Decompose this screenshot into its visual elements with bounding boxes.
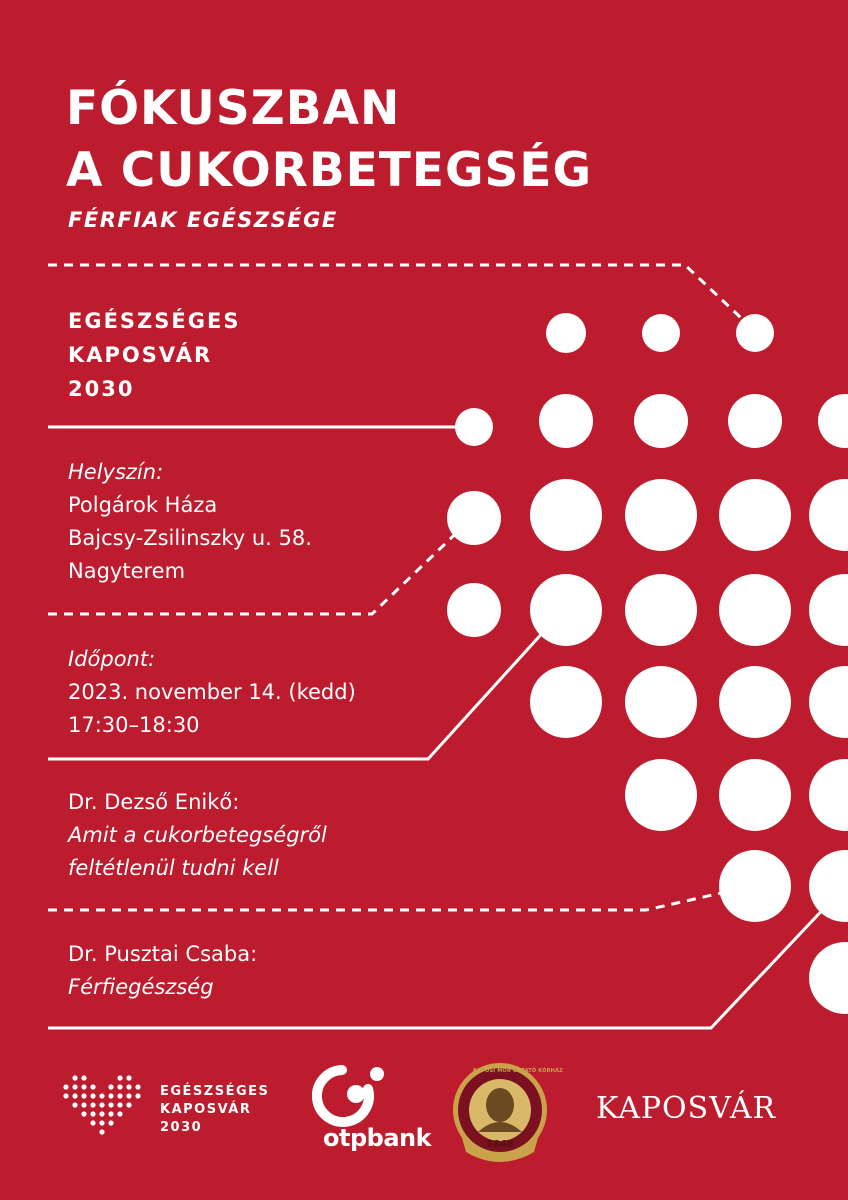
heart-logo-dot xyxy=(108,1093,113,1098)
decorative-dot xyxy=(809,666,848,738)
program-line-2: KAPOSVÁR xyxy=(68,343,213,367)
dashed-connector-5 xyxy=(48,886,752,910)
decorative-dot xyxy=(809,759,848,831)
heart-logo-dot xyxy=(99,1129,104,1134)
heart-logo-dot xyxy=(72,1093,77,1098)
decorative-dot xyxy=(642,314,680,352)
heart-logo-dot xyxy=(108,1120,113,1125)
heart-logo-dot xyxy=(117,1093,122,1098)
heart-logo-dot xyxy=(72,1102,77,1107)
time-hours: 17:30–18:30 xyxy=(68,713,200,737)
heart-logo-dot xyxy=(117,1102,122,1107)
heart-logo-dot xyxy=(72,1075,77,1080)
heart-logo-dot xyxy=(126,1084,131,1089)
heart-logo-dot xyxy=(81,1084,86,1089)
talk-2-speaker: Dr. Pusztai Csaba: xyxy=(68,942,258,966)
decorative-dot xyxy=(809,942,848,1014)
heart-logo-dot xyxy=(126,1093,131,1098)
heart-logo-icon xyxy=(63,1075,140,1134)
heart-logo-dot xyxy=(135,1084,140,1089)
talk-1-speaker: Dr. Dezső Enikő: xyxy=(68,790,240,814)
heart-logo-dot xyxy=(99,1102,104,1107)
decorative-dot xyxy=(625,479,697,551)
decorative-dot xyxy=(634,394,688,448)
heart-logo-dot xyxy=(135,1093,140,1098)
talk-1-block xyxy=(68,786,327,885)
title-line-1: FÓKUSZBAN xyxy=(66,81,401,136)
decorative-dot xyxy=(809,574,848,646)
heart-logo-dot xyxy=(81,1111,86,1116)
location-venue: Polgárok Háza xyxy=(68,493,218,517)
heart-logo-dot xyxy=(63,1084,68,1089)
decorative-dot xyxy=(530,574,602,646)
decorative-dot xyxy=(530,666,602,738)
location-label: Helyszín: xyxy=(68,460,164,484)
hospital-seal-year: 1846 xyxy=(486,1139,514,1150)
time-label: Időpont: xyxy=(68,647,156,671)
talk-1-title-line-2: feltétlenül tudni kell xyxy=(68,856,279,880)
location-room: Nagyterem xyxy=(68,559,186,583)
heart-logo-dot xyxy=(72,1084,77,1089)
heart-logo-dot xyxy=(99,1093,104,1098)
heart-logo-dot xyxy=(90,1084,95,1089)
decorative-dot xyxy=(719,479,791,551)
heart-logo-dot xyxy=(90,1102,95,1107)
time-block xyxy=(68,643,356,742)
decorative-dot xyxy=(447,491,501,545)
heart-logo-dot xyxy=(126,1075,131,1080)
decorative-dot xyxy=(736,314,774,352)
poster-subtitle: FÉRFIAK EGÉSZSÉGE xyxy=(68,208,338,232)
decorative-dot xyxy=(546,313,586,353)
eg-logo-line-3: 2030 xyxy=(160,1120,203,1135)
decorative-dot xyxy=(719,759,791,831)
program-name xyxy=(68,304,240,406)
heart-logo-dot xyxy=(63,1093,68,1098)
decorative-dot xyxy=(625,574,697,646)
egeszseges-logo-text xyxy=(160,1083,269,1137)
time-date: 2023. november 14. (kedd) xyxy=(68,680,356,704)
decorative-dot xyxy=(719,574,791,646)
heart-logo-dot xyxy=(117,1075,122,1080)
decorative-dot xyxy=(625,666,697,738)
heart-logo-dot xyxy=(108,1084,113,1089)
otp-logo-text: otpbank xyxy=(323,1124,432,1152)
poster-title xyxy=(66,78,592,202)
otp-logo-icon xyxy=(317,1067,384,1122)
decorative-dot xyxy=(809,850,848,922)
decorative-dot xyxy=(728,394,782,448)
program-line-3: 2030 xyxy=(68,377,135,401)
talk-2-title: Férfiegészség xyxy=(68,975,214,999)
heart-logo-dot xyxy=(81,1102,86,1107)
eg-logo-line-2: KAPOSVÁR xyxy=(160,1102,252,1117)
heart-logo-dot xyxy=(108,1102,113,1107)
decorative-dot xyxy=(809,479,848,551)
heart-logo-dot xyxy=(99,1111,104,1116)
heart-logo-dot xyxy=(81,1075,86,1080)
talk-2-block xyxy=(68,938,257,1004)
heart-logo-dot xyxy=(81,1093,86,1098)
heart-logo-dot xyxy=(90,1093,95,1098)
heart-logo-dot xyxy=(108,1111,113,1116)
decorative-dot xyxy=(530,479,602,551)
kaposvar-logo-text: KAPOSVÁR xyxy=(596,1091,777,1126)
location-block xyxy=(68,456,312,588)
heart-logo-dot xyxy=(90,1111,95,1116)
location-address: Bajcsy-Zsilinszky u. 58. xyxy=(68,526,312,550)
decorative-dot xyxy=(625,759,697,831)
hospital-seal-arc-text: KAPOSI MÓR OKTATÓ KÓRHÁZ xyxy=(473,1068,563,1074)
program-line-1: EGÉSZSÉGES xyxy=(68,309,241,333)
eg-logo-line-1: EGÉSZSÉGES xyxy=(160,1084,270,1099)
talk-1-title-line-1: Amit a cukorbetegségről xyxy=(68,823,327,847)
decorative-dot xyxy=(818,394,848,448)
decorative-dot xyxy=(719,666,791,738)
heart-logo-dot xyxy=(99,1120,104,1125)
decorative-dot xyxy=(539,394,593,448)
heart-logo-dot xyxy=(117,1084,122,1089)
heart-logo-dot xyxy=(90,1120,95,1125)
decorative-dot xyxy=(447,583,501,637)
heart-logo-dot xyxy=(117,1111,122,1116)
decorative-dot xyxy=(455,408,493,446)
decorative-dot xyxy=(719,850,791,922)
title-line-2: A CUKORBETEGSÉG xyxy=(66,143,593,198)
heart-logo-dot xyxy=(126,1102,131,1107)
